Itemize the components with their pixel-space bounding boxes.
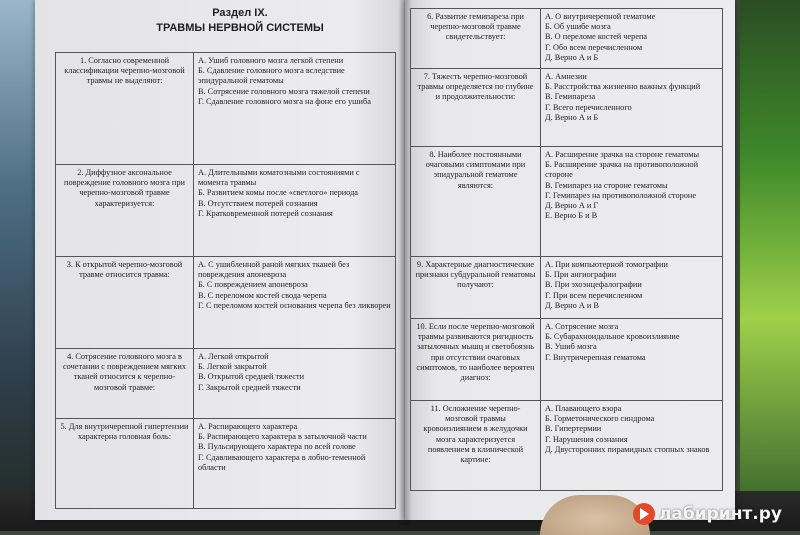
answer-option: Д. Верно А и В	[545, 300, 599, 310]
question-row	[56, 165, 396, 257]
answer-option: Б. Субарахноидальное кровоизлияние	[545, 332, 680, 342]
section-heading	[130, 6, 350, 36]
question-text: 5. Для внутричерепной гипертензии характерна головная боль:	[56, 419, 194, 509]
answer-option: Б. Сдавление головного мозга вследствие эпидуральной гематомы	[198, 66, 345, 86]
labirint-logo-icon	[633, 503, 655, 525]
answer-options	[541, 147, 723, 257]
answer-option: В. Гемипарез на стороне гематомы	[545, 180, 668, 190]
answer-option: Б. Расширение зрачка на противоположной стороне	[545, 160, 699, 180]
question-row	[56, 349, 396, 419]
answer-option: Г. Гемипарез на противоположной стороне	[545, 190, 697, 200]
answer-option: Д. Верно А и Г	[545, 201, 599, 211]
answer-options	[541, 319, 723, 401]
answer-option: Г. Нарушения сознания	[545, 434, 628, 444]
answer-option: В. Гемипареза	[545, 92, 596, 102]
answer-option: Г. При всем перечисленном	[545, 290, 643, 300]
answer-option: Г. С переломом костей основания черепа без ликвореи	[198, 300, 391, 310]
question-row	[411, 401, 723, 491]
answer-options	[541, 9, 723, 69]
answer-option: А. Легкой открытой	[198, 352, 269, 361]
answer-option: Г. Кратковременной потерей сознания	[198, 208, 333, 218]
background-left	[0, 0, 40, 531]
background-right	[740, 0, 800, 531]
question-row	[56, 419, 396, 509]
answer-options	[194, 53, 396, 165]
answer-option: В. Ушиб мозга	[545, 342, 597, 352]
answer-option: В. О переломе костей черепа	[545, 32, 648, 42]
right-question-table	[410, 8, 723, 491]
section-title: Раздел IX.	[212, 7, 268, 19]
question-row	[56, 53, 396, 165]
answer-option: Б. Распирающего характера в затылочной части	[198, 432, 367, 442]
answer-option: А. С ушибленной раной мягких тканей без повреждения апоневроза	[198, 260, 350, 280]
answer-option: Е. Верно Б и В	[545, 211, 598, 221]
left-question-table	[55, 52, 396, 509]
answer-option: Г. Сдавление головного мозга на фоне его ушиба	[198, 96, 371, 106]
answer-option: Б. При ангиографии	[545, 270, 617, 280]
answer-option: А. Ушиб головного мозга легкой степени	[198, 56, 344, 65]
answer-option: Г. Обо всем перечисленном	[545, 42, 643, 52]
answer-options	[194, 165, 396, 257]
answer-option: В. С переломом костей свода черепа	[198, 290, 327, 300]
answer-option: А. Длительными коматозными состояниями с момента травмы	[198, 168, 360, 188]
question-text: 4. Сотрясение головного мозга в сочетании с повреждением мягких тканей относится к черепно-мозговой травме:	[56, 349, 194, 419]
answer-option: А. Сотрясение мозга	[545, 322, 619, 331]
question-text: 8. Наиболее постоянными очаговыми симптомами при эпидуральной гематоме являются:	[411, 147, 541, 257]
answer-option: А. Амнезии	[545, 72, 587, 81]
answer-option: А. При компьютерной томографии	[545, 260, 668, 269]
question-text: 1. Согласно современной классификации черепно-мозговой травмы не выделяют:	[56, 53, 194, 165]
answer-option: А. Распирающего характера	[198, 422, 298, 431]
answer-options	[194, 419, 396, 509]
answer-options	[541, 69, 723, 147]
question-row	[411, 69, 723, 147]
answer-option: Б. С повреждением апоневроза	[198, 280, 308, 290]
answer-options	[194, 349, 396, 419]
question-row	[56, 257, 396, 349]
answer-option: Д. Верно А и Б	[545, 112, 599, 122]
answer-option: В. Пульсирующего характера по всей голове	[198, 442, 356, 452]
question-row	[411, 319, 723, 401]
answer-option: Б. Легкой закрытой	[198, 362, 267, 372]
answer-option: А. Плавающего взора	[545, 404, 622, 413]
question-row	[411, 257, 723, 319]
question-text: 6. Развитие гемипареза при черепно-мозговой травме свидетельствует:	[411, 9, 541, 69]
answer-option: Д. Верно А и Б	[545, 52, 599, 62]
answer-option: Г. Сдавливающего характера в лобно-теменной области	[198, 452, 366, 472]
question-row	[411, 9, 723, 69]
answer-options	[541, 257, 723, 319]
watermark-text: лабиринт.ру	[658, 504, 782, 524]
question-text: 9. Характерные диагностические признаки субдуральной гематомы получают:	[411, 257, 541, 319]
answer-option: Г. Всего перечисленного	[545, 102, 632, 112]
answer-option: Г. Внутричерепная гематома	[545, 352, 646, 362]
answer-option: Б. Расстройства жизненно важных функций	[545, 82, 701, 92]
answer-option: А. Расширение зрачка на стороне гематомы	[545, 150, 700, 159]
answer-option: Г. Закрытой средней тяжести	[198, 382, 301, 392]
question-text: 7. Тяжесть черепно-мозговой травмы определяется по глубине и продолжительности:	[411, 69, 541, 147]
answer-option: Б. Горметонического синдрома	[545, 414, 655, 424]
question-row	[411, 147, 723, 257]
answer-option: Б. Об ушибе мозга	[545, 22, 611, 32]
answer-option: А. О внутричерепной гематоме	[545, 12, 656, 21]
answer-option: В. Открытой средней тяжести	[198, 372, 305, 382]
question-text: 10. Если после черепно-мозговой травмы развиваются ригидность затылочных мышц и светобоязнь при отсутствии очаговых симптомов, то наиболее вероятен диагноз:	[411, 319, 541, 401]
answer-options	[541, 401, 723, 491]
answer-option: В. Сотрясение головного мозга тяжелой степени	[198, 86, 370, 96]
watermark	[633, 503, 782, 525]
answer-option: Б. Развитием комы после «светлого» периода	[198, 188, 358, 198]
answer-option: Д. Двусторонних пирамидных стопных знаков	[545, 444, 710, 454]
question-text: 2. Диффузное аксональное повреждение головного мозга при черепно-мозговой травме характеризуется:	[56, 165, 194, 257]
answer-options	[194, 257, 396, 349]
answer-option: В. Отсутствием потерей сознания	[198, 198, 318, 208]
answer-option: В. Гипертермии	[545, 424, 602, 434]
question-text: 3. К открытой черепно-мозговой травме относится травма:	[56, 257, 194, 349]
answer-option: В. При эхоэнцефалографии	[545, 280, 642, 290]
section-subtitle: ТРАВМЫ НЕРВНОЙ СИСТЕМЫ	[156, 22, 324, 34]
question-text: 11. Осложнение черепно-мозговой травмы кровоизлиянием в желудочки мозга характеризуется появлением в клинической картине:	[411, 401, 541, 491]
